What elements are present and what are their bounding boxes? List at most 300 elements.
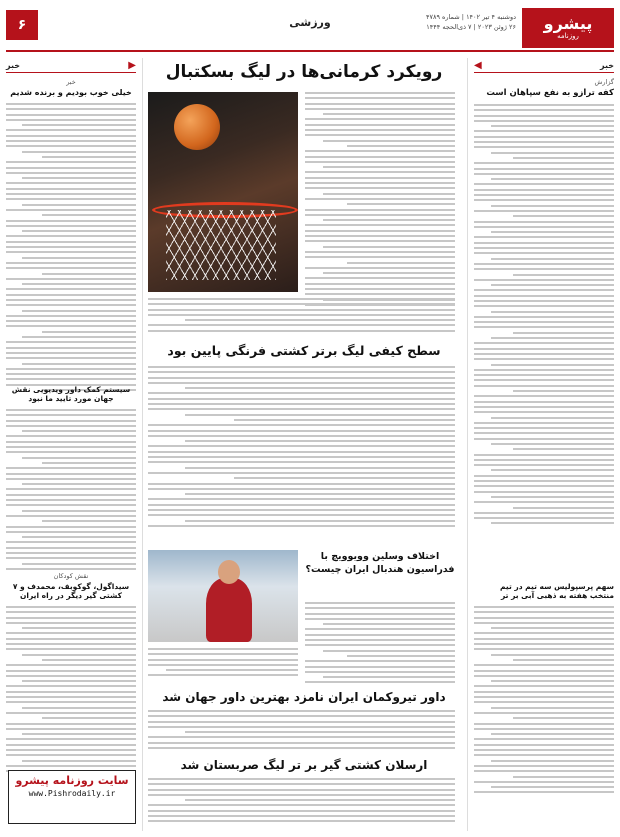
text-line	[513, 776, 614, 778]
text-line	[474, 305, 614, 307]
text-line	[148, 525, 455, 527]
text-line	[6, 712, 136, 714]
text-line	[6, 373, 136, 375]
text-line	[474, 664, 614, 666]
text-line	[474, 252, 614, 254]
wrestling-article	[148, 366, 455, 530]
text-line	[474, 475, 614, 477]
text-line	[148, 330, 455, 332]
text-line	[6, 378, 136, 380]
text-line	[491, 311, 614, 313]
text-line	[305, 618, 455, 620]
text-line	[6, 473, 136, 475]
text-line	[6, 547, 136, 549]
website-url[interactable]: www.Pishrodaily.ir	[28, 789, 116, 798]
text-line	[347, 145, 455, 147]
text-line	[6, 467, 136, 469]
serbia-article	[148, 778, 455, 826]
text-line	[6, 499, 136, 501]
left-kicker-3: نقش کودکان	[53, 572, 89, 580]
left-article-body-3	[6, 606, 136, 772]
handball-article	[305, 602, 455, 687]
text-line	[148, 674, 298, 676]
left-article-3	[6, 570, 136, 776]
text-line	[323, 676, 455, 678]
text-line	[491, 337, 614, 339]
logo-subtitle: روزنامه	[557, 32, 579, 40]
text-line	[474, 712, 614, 714]
text-line	[305, 644, 455, 646]
text-line	[474, 146, 614, 148]
text-line	[6, 664, 136, 666]
text-line	[148, 430, 455, 432]
text-line	[474, 491, 614, 493]
website-box[interactable]	[8, 770, 136, 824]
text-line	[323, 272, 455, 274]
text-line	[6, 193, 136, 195]
text-line	[6, 352, 136, 354]
text-line	[6, 691, 136, 693]
text-line	[474, 643, 614, 645]
text-line	[491, 178, 614, 180]
text-line	[474, 279, 614, 281]
text-line	[305, 171, 455, 173]
text-line	[491, 364, 614, 366]
text-line	[305, 235, 455, 237]
text-line	[491, 786, 614, 788]
text-line	[474, 791, 614, 793]
text-line	[474, 289, 614, 291]
text-line	[6, 728, 136, 730]
text-line	[491, 680, 614, 682]
text-line	[513, 448, 614, 450]
text-line	[474, 401, 614, 403]
text-line	[6, 478, 136, 480]
text-line	[22, 627, 136, 629]
text-line	[474, 326, 614, 328]
text-line	[305, 639, 455, 641]
text-line	[491, 654, 614, 656]
text-line	[6, 515, 136, 517]
text-line	[185, 440, 455, 442]
text-line	[474, 221, 614, 223]
text-line	[474, 638, 614, 640]
text-line	[474, 115, 614, 117]
text-line	[491, 152, 614, 154]
text-line	[305, 214, 455, 216]
text-line	[323, 246, 455, 248]
text-line	[474, 427, 614, 429]
text-line	[513, 717, 614, 719]
text-line	[6, 701, 136, 703]
right-article-body-2	[474, 606, 614, 793]
text-line	[6, 638, 136, 640]
text-line	[148, 726, 455, 728]
text-line	[6, 172, 136, 174]
text-line	[148, 504, 455, 506]
text-line	[474, 744, 614, 746]
text-line	[6, 145, 136, 147]
text-line	[148, 298, 455, 300]
text-line	[513, 274, 614, 276]
text-line	[6, 617, 136, 619]
text-line	[148, 710, 455, 712]
text-line	[323, 166, 455, 168]
text-line	[6, 278, 136, 280]
text-line	[185, 387, 455, 389]
text-line	[474, 342, 614, 344]
text-line	[6, 225, 136, 227]
masthead-rule	[6, 50, 614, 52]
text-line	[474, 670, 614, 672]
text-line	[323, 113, 455, 115]
text-line	[474, 316, 614, 318]
text-line	[491, 522, 614, 524]
text-line	[148, 804, 455, 806]
text-line	[6, 315, 136, 317]
text-line	[491, 417, 614, 419]
text-line	[185, 414, 455, 416]
chevron-right-icon: ▶	[128, 59, 136, 71]
text-line	[22, 510, 136, 512]
text-line	[6, 648, 136, 650]
text-line	[6, 267, 136, 269]
basketball-net	[166, 210, 276, 280]
text-line	[474, 136, 614, 138]
text-line	[491, 733, 614, 735]
text-line	[148, 435, 455, 437]
text-line	[305, 177, 455, 179]
text-line	[474, 411, 614, 413]
text-line	[6, 320, 136, 322]
text-line	[6, 675, 136, 677]
main-headline-wrestling: سطح کیفی لیگ برتر کشتی فرنگی پایین بود	[167, 343, 441, 358]
text-line	[185, 319, 455, 321]
text-line	[148, 314, 455, 316]
text-line	[6, 103, 136, 105]
text-line	[148, 445, 455, 447]
right-column-header	[474, 58, 614, 73]
basketball-article-bottom	[148, 298, 455, 335]
text-line	[305, 150, 455, 152]
text-line	[305, 209, 455, 211]
text-line	[6, 765, 136, 767]
left-headline-2: سیستم کمک داور ویدیویی نقش جهان مورد تایید ما نبود	[11, 385, 131, 403]
text-line	[305, 182, 455, 184]
text-line	[42, 331, 136, 333]
text-line	[6, 723, 136, 725]
text-line	[305, 293, 455, 295]
main-headline-basketball: رویکرد کرمانی‌ها در لیگ بسکتبال	[165, 62, 443, 82]
text-line	[6, 241, 136, 243]
text-line	[6, 341, 136, 343]
text-line	[474, 422, 614, 424]
text-line	[474, 606, 614, 608]
issue-date-line-gregorian: ۲۶ ژوئن ۲۰۲۳ | ۷ ذی‌الحجه ۱۴۴۴	[426, 23, 516, 31]
text-line	[474, 459, 614, 461]
text-line	[6, 754, 136, 756]
right-headline: کفه ترازو به نفع سپاهان است	[486, 88, 614, 98]
text-line	[22, 536, 136, 538]
page-number: ۶	[6, 10, 38, 40]
text-line	[6, 420, 136, 422]
text-line	[22, 707, 136, 709]
left-article-2	[6, 385, 136, 573]
text-line	[6, 188, 136, 190]
text-line	[513, 390, 614, 392]
text-line	[474, 675, 614, 677]
text-line	[148, 483, 455, 485]
text-line	[185, 520, 455, 522]
text-line	[6, 425, 136, 427]
text-line	[22, 257, 136, 259]
left-column-label: خبر	[6, 60, 21, 70]
text-line	[305, 161, 455, 163]
text-line	[6, 251, 136, 253]
text-line	[323, 219, 455, 221]
text-line	[474, 321, 614, 323]
text-line	[148, 377, 455, 379]
text-line	[6, 262, 136, 264]
text-line	[474, 738, 614, 740]
text-line	[6, 611, 136, 613]
text-line	[6, 220, 136, 222]
text-line	[6, 294, 136, 296]
text-line	[6, 670, 136, 672]
text-line	[148, 324, 455, 326]
text-line	[474, 247, 614, 249]
text-line	[347, 262, 455, 264]
text-line	[305, 129, 455, 131]
left-article-1	[6, 76, 136, 394]
text-line	[305, 602, 455, 604]
text-line	[22, 457, 136, 459]
text-line	[305, 118, 455, 120]
text-line	[305, 156, 455, 158]
text-line	[234, 419, 455, 421]
text-line	[6, 696, 136, 698]
text-line	[6, 209, 136, 211]
text-line	[305, 134, 455, 136]
text-line	[474, 300, 614, 302]
masthead	[6, 6, 614, 54]
text-line	[491, 258, 614, 260]
text-line	[6, 119, 136, 121]
archery-article	[148, 710, 455, 752]
text-line	[513, 332, 614, 334]
left-article-body-1	[6, 103, 136, 391]
text-line	[42, 214, 136, 216]
text-line	[305, 277, 455, 279]
text-line	[491, 231, 614, 233]
left-headline-1: خیلی خوب بودیم و برنده شدیم	[10, 88, 132, 97]
text-line	[185, 467, 455, 469]
text-line	[474, 781, 614, 783]
text-line	[305, 224, 455, 226]
text-line	[22, 204, 136, 206]
text-line	[347, 203, 455, 205]
text-line	[474, 701, 614, 703]
text-line	[148, 451, 455, 453]
text-line	[305, 187, 455, 189]
left-kicker-1: خبر	[66, 78, 76, 86]
text-line	[6, 622, 136, 624]
text-line	[148, 303, 455, 305]
coach-head	[218, 560, 240, 584]
text-line	[6, 494, 136, 496]
text-line	[305, 230, 455, 232]
section-title: ورزشی	[289, 16, 331, 29]
text-line	[22, 310, 136, 312]
text-line	[6, 246, 136, 248]
text-line	[148, 403, 455, 405]
coach-figure	[206, 578, 252, 642]
text-line	[491, 284, 614, 286]
text-line	[474, 691, 614, 693]
text-line	[22, 733, 136, 735]
text-line	[148, 498, 455, 500]
text-line	[6, 632, 136, 634]
text-line	[474, 242, 614, 244]
text-line	[148, 659, 298, 661]
text-line	[305, 628, 455, 630]
text-line	[6, 685, 136, 687]
text-line	[305, 240, 455, 242]
text-line	[474, 770, 614, 772]
text-line	[6, 749, 136, 751]
text-line	[148, 783, 455, 785]
text-line	[323, 193, 455, 195]
text-line	[323, 140, 455, 142]
text-line	[6, 129, 136, 131]
main-headline-handball: اختلاف وسلین وویوویچ با فدراسیون هندبال ایران چیست؟	[305, 551, 455, 575]
text-line	[22, 483, 136, 485]
text-line	[474, 183, 614, 185]
text-line	[148, 472, 455, 474]
handball-article-2	[148, 648, 298, 680]
text-line	[22, 230, 136, 232]
text-line	[305, 660, 455, 662]
text-line	[491, 760, 614, 762]
text-line	[474, 685, 614, 687]
text-line	[6, 531, 136, 533]
text-line	[474, 454, 614, 456]
text-line	[491, 627, 614, 629]
text-line	[148, 742, 455, 744]
text-line	[305, 251, 455, 253]
text-line	[305, 607, 455, 609]
text-line	[22, 283, 136, 285]
text-line	[42, 717, 136, 719]
text-line	[513, 507, 614, 509]
text-line	[305, 256, 455, 258]
text-line	[6, 325, 136, 327]
text-line	[474, 632, 614, 634]
text-line	[234, 477, 455, 479]
text-line	[22, 177, 136, 179]
text-line	[474, 464, 614, 466]
text-line	[148, 408, 455, 410]
text-line	[42, 462, 136, 464]
text-line	[22, 654, 136, 656]
text-line	[474, 173, 614, 175]
left-article-body-2	[6, 409, 136, 570]
text-line	[148, 392, 455, 394]
basketball-body-b	[148, 298, 455, 332]
text-line	[6, 435, 136, 437]
text-line	[6, 557, 136, 559]
text-line	[305, 124, 455, 126]
text-line	[6, 347, 136, 349]
text-line	[474, 236, 614, 238]
right-kicker: گزارش	[594, 78, 614, 86]
text-line	[148, 820, 455, 822]
text-line	[6, 446, 136, 448]
text-line	[474, 617, 614, 619]
text-line	[491, 496, 614, 498]
text-line	[474, 728, 614, 730]
text-line	[148, 747, 455, 749]
text-line	[148, 715, 455, 717]
text-line	[305, 613, 455, 615]
text-line	[305, 103, 455, 105]
text-line	[474, 268, 614, 270]
text-line	[6, 140, 136, 142]
column-divider-right	[467, 58, 468, 831]
text-line	[474, 353, 614, 355]
basketball-photo	[148, 92, 298, 292]
text-line	[6, 368, 136, 370]
text-line	[6, 541, 136, 543]
issue-date-line: دوشنبه ۴ تیر ۱۴۰۲ | شماره ۴۷۸۹	[425, 13, 516, 21]
text-line	[42, 520, 136, 522]
text-line	[474, 210, 614, 212]
right-headline-2: سهم پرسپولیس سه تیم در تیم منتخب هفته به ذهبی آبی بر تر	[500, 582, 614, 600]
text-line	[474, 723, 614, 725]
text-line	[6, 451, 136, 453]
text-line	[22, 680, 136, 682]
text-line	[148, 456, 455, 458]
text-line	[474, 379, 614, 381]
text-line	[6, 606, 136, 608]
text-line	[474, 622, 614, 624]
handball-body-2	[148, 648, 298, 676]
text-line	[6, 488, 136, 490]
text-line	[148, 794, 455, 796]
main-headline-serbia: ارسلان کشتی گیر بر تر لیگ صربستان شد	[180, 758, 428, 772]
text-line	[6, 504, 136, 506]
text-line	[148, 721, 455, 723]
text-line	[42, 156, 136, 158]
text-line	[474, 141, 614, 143]
text-line	[148, 366, 455, 368]
text-line	[6, 738, 136, 740]
text-line	[148, 648, 298, 650]
text-line	[474, 438, 614, 440]
text-line	[6, 235, 136, 237]
text-line	[474, 432, 614, 434]
text-line	[6, 108, 136, 110]
text-line	[148, 461, 455, 463]
text-line	[42, 273, 136, 275]
text-line	[148, 664, 298, 666]
text-line	[474, 162, 614, 164]
text-line	[6, 552, 136, 554]
text-line	[6, 167, 136, 169]
text-line	[6, 299, 136, 301]
text-line	[6, 304, 136, 306]
text-line	[474, 765, 614, 767]
